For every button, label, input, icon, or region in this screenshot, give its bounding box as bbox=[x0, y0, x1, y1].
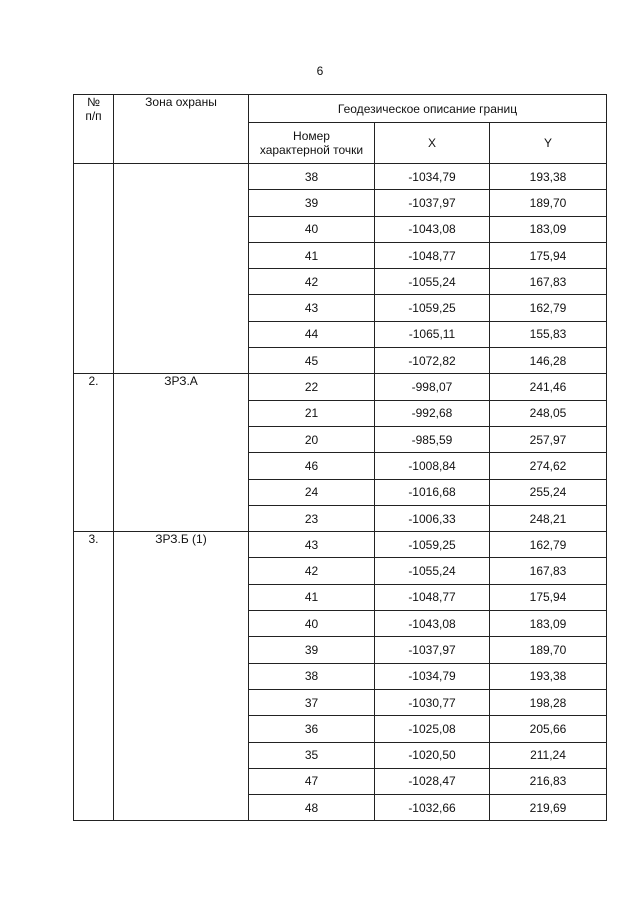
geodetic-table bbox=[73, 94, 607, 821]
y-coordinate-cell: 175,94 bbox=[490, 242, 607, 268]
y-coordinate-cell: 219,69 bbox=[490, 795, 607, 821]
point-number-cell: 41 bbox=[249, 584, 375, 610]
row-group-number bbox=[74, 164, 114, 374]
point-number-cell: 21 bbox=[249, 400, 375, 426]
x-coordinate-cell: -1072,82 bbox=[375, 348, 490, 374]
header-num-line2: п/п bbox=[85, 109, 102, 123]
x-coordinate-cell: -1037,97 bbox=[375, 637, 490, 663]
y-coordinate-cell: 241,46 bbox=[490, 374, 607, 400]
y-coordinate-cell: 198,28 bbox=[490, 689, 607, 715]
point-number-cell: 42 bbox=[249, 558, 375, 584]
row-group-zone bbox=[114, 164, 249, 374]
y-coordinate-cell: 183,09 bbox=[490, 611, 607, 637]
y-coordinate-cell: 193,38 bbox=[490, 164, 607, 190]
y-coordinate-cell: 162,79 bbox=[490, 295, 607, 321]
x-coordinate-cell: -1006,33 bbox=[375, 505, 490, 531]
y-coordinate-cell: 146,28 bbox=[490, 348, 607, 374]
x-coordinate-cell: -1048,77 bbox=[375, 584, 490, 610]
point-number-cell: 41 bbox=[249, 242, 375, 268]
header-point-line2: характерной точки bbox=[259, 143, 364, 157]
y-coordinate-cell: 175,94 bbox=[490, 584, 607, 610]
header-zone: Зона охраны bbox=[114, 95, 249, 164]
x-coordinate-cell: -1059,25 bbox=[375, 295, 490, 321]
point-number-cell: 45 bbox=[249, 348, 375, 374]
point-number-cell: 39 bbox=[249, 637, 375, 663]
point-number-cell: 20 bbox=[249, 426, 375, 452]
row-group-number: 2. bbox=[74, 374, 114, 532]
point-number-cell: 38 bbox=[249, 164, 375, 190]
point-number-cell: 47 bbox=[249, 768, 375, 794]
point-number-cell: 36 bbox=[249, 716, 375, 742]
y-coordinate-cell: 162,79 bbox=[490, 532, 607, 558]
y-coordinate-cell: 257,97 bbox=[490, 426, 607, 452]
point-number-cell: 23 bbox=[249, 505, 375, 531]
x-coordinate-cell: -1016,68 bbox=[375, 479, 490, 505]
y-coordinate-cell: 274,62 bbox=[490, 453, 607, 479]
x-coordinate-cell: -1055,24 bbox=[375, 269, 490, 295]
y-coordinate-cell: 205,66 bbox=[490, 716, 607, 742]
point-number-cell: 35 bbox=[249, 742, 375, 768]
point-number-cell: 24 bbox=[249, 479, 375, 505]
x-coordinate-cell: -1020,50 bbox=[375, 742, 490, 768]
x-coordinate-cell: -1008,84 bbox=[375, 453, 490, 479]
x-coordinate-cell: -1037,97 bbox=[375, 190, 490, 216]
point-number-cell: 46 bbox=[249, 453, 375, 479]
point-number-cell: 39 bbox=[249, 190, 375, 216]
y-coordinate-cell: 211,24 bbox=[490, 742, 607, 768]
page-number: 6 bbox=[316, 64, 324, 78]
y-coordinate-cell: 255,24 bbox=[490, 479, 607, 505]
table-row bbox=[74, 532, 607, 558]
x-coordinate-cell: -1034,79 bbox=[375, 164, 490, 190]
point-number-cell: 43 bbox=[249, 532, 375, 558]
x-coordinate-cell: -1028,47 bbox=[375, 768, 490, 794]
y-coordinate-cell: 248,05 bbox=[490, 400, 607, 426]
y-coordinate-cell: 189,70 bbox=[490, 637, 607, 663]
point-number-cell: 40 bbox=[249, 611, 375, 637]
point-number-cell: 22 bbox=[249, 374, 375, 400]
x-coordinate-cell: -1065,11 bbox=[375, 321, 490, 347]
y-coordinate-cell: 183,09 bbox=[490, 216, 607, 242]
point-number-cell: 42 bbox=[249, 269, 375, 295]
header-y: Y bbox=[490, 123, 607, 164]
header-point-line1: Номер bbox=[293, 129, 330, 143]
row-group-zone: ЗРЗ.Б (1) bbox=[114, 532, 249, 821]
x-coordinate-cell: -985,59 bbox=[375, 426, 490, 452]
row-group-zone: ЗРЗ.А bbox=[114, 374, 249, 532]
row-group-number: 3. bbox=[74, 532, 114, 821]
x-coordinate-cell: -1059,25 bbox=[375, 532, 490, 558]
x-coordinate-cell: -992,68 bbox=[375, 400, 490, 426]
y-coordinate-cell: 216,83 bbox=[490, 768, 607, 794]
y-coordinate-cell: 155,83 bbox=[490, 321, 607, 347]
table-row bbox=[74, 374, 607, 400]
header-point-number bbox=[249, 123, 375, 164]
header-geodesic-description: Геодезическое описание границ bbox=[249, 95, 607, 123]
x-coordinate-cell: -998,07 bbox=[375, 374, 490, 400]
x-coordinate-cell: -1043,08 bbox=[375, 216, 490, 242]
x-coordinate-cell: -1048,77 bbox=[375, 242, 490, 268]
point-number-cell: 44 bbox=[249, 321, 375, 347]
point-number-cell: 37 bbox=[249, 689, 375, 715]
table-body bbox=[74, 164, 607, 821]
x-coordinate-cell: -1055,24 bbox=[375, 558, 490, 584]
x-coordinate-cell: -1043,08 bbox=[375, 611, 490, 637]
y-coordinate-cell: 167,83 bbox=[490, 269, 607, 295]
header-num bbox=[74, 95, 114, 164]
y-coordinate-cell: 167,83 bbox=[490, 558, 607, 584]
y-coordinate-cell: 193,38 bbox=[490, 663, 607, 689]
table-row bbox=[74, 164, 607, 190]
x-coordinate-cell: -1030,77 bbox=[375, 689, 490, 715]
header-num-line1: № bbox=[87, 95, 100, 109]
x-coordinate-cell: -1034,79 bbox=[375, 663, 490, 689]
point-number-cell: 38 bbox=[249, 663, 375, 689]
y-coordinate-cell: 248,21 bbox=[490, 505, 607, 531]
y-coordinate-cell: 189,70 bbox=[490, 190, 607, 216]
point-number-cell: 43 bbox=[249, 295, 375, 321]
point-number-cell: 48 bbox=[249, 795, 375, 821]
x-coordinate-cell: -1025,08 bbox=[375, 716, 490, 742]
header-x: X bbox=[375, 123, 490, 164]
x-coordinate-cell: -1032,66 bbox=[375, 795, 490, 821]
point-number-cell: 40 bbox=[249, 216, 375, 242]
